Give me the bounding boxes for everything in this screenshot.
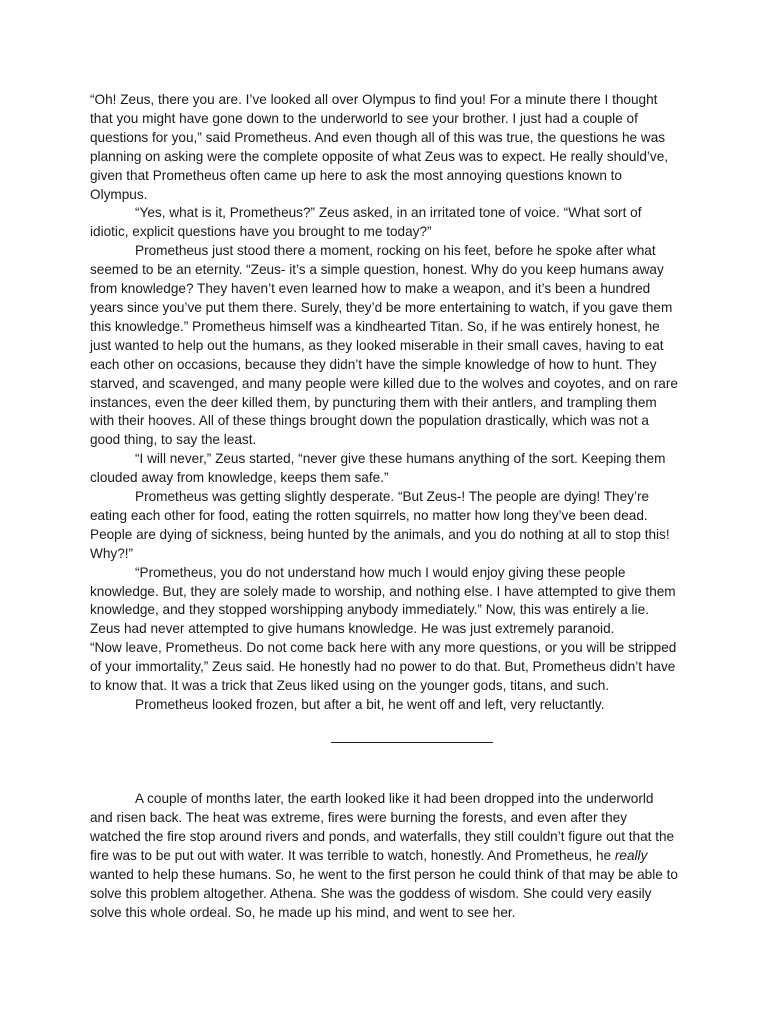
document-body [90, 91, 678, 923]
paragraph: “Prometheus, you do not understand how much I would enjoy giving these people knowledge. But, they are solely made to worship, and nothing else. I have attempted to give them knowledge, and they stopped worshipping anybody immediately.” Now, this was entirely a lie. Zeus had never attempted to give humans knowledge. He was just extremely paranoid. [90, 564, 676, 637]
paragraph [90, 790, 678, 922]
section-divider-line [331, 742, 493, 743]
blank-line [90, 772, 678, 791]
paragraph-text: wanted to help these humans. So, he went to the first person he could think of that may be able to solve this problem altogether. Athena. She was the goddess of wisdom. She could very easily solve this whole ordeal. So, he made up his mind, and went to see her. [90, 867, 678, 920]
emphasized-text: really [614, 848, 648, 864]
paragraph: Prometheus just stood there a moment, rocking on his feet, before he spoke after what seemed to be an eternity. “Zeus- it’s a simple question, honest. Why do you keep humans away from knowledge? They haven’t even learned how to make a weapon, and it’s been a hundred years since you’ve put them there. Surely, they’d be more entertaining to watch, if you gave them this knowledge.” Prometheus himself was a kindhearted Titan. So, if he was entirely honest, he just wanted to help out the humans, as they looked miserable in their small caves, having to eat each other on occasions, because they didn’t have the simple knowledge of how to hunt. They starved, and scavenged, and many people were killed due to the wolves and coyotes, and on rare instances, even the deer killed them, by puncturing them with their antlers, and trampling them with their hooves. All of these things brought down the population drastically, which was not a good thing, to say the least. [90, 243, 678, 448]
paragraph-text: A couple of months later, the earth looked like it had been dropped into the underworld and risen back. The heat was extreme, fires were burning the forests, and even after they watched the fire stop around rivers and ponds, and waterfalls, they still couldn’t figure out that the fire was to be put out with water. It was terrible to watch, honestly. And Prometheus, he [90, 791, 675, 864]
paragraph: “Now leave, Prometheus. Do not come back here with any more questions, or you will be stripped of your immortality,” Zeus said. He honestly had no power to do that. But, Prometheus didn’t have to know that. It was a trick that Zeus liked using on the younger gods, titans, and such. [90, 640, 677, 694]
section-break [90, 715, 678, 772]
paragraph: “Oh! Zeus, there you are. I’ve looked all over Olympus to find you! For a minute there I thought that you might have gone down to the underworld to see your brother. I just had a couple of questions for you,” said Prometheus. And even though all of this was true, the questions he was planning on asking were the complete opposite of what Zeus was to expect. He really should’ve, given that Prometheus often came up here to ask the most annoying questions known to Olympus. [90, 92, 669, 202]
paragraph: Prometheus looked frozen, but after a bit, he went off and left, very reluctantly. [135, 697, 605, 712]
paragraph: “Yes, what is it, Prometheus?” Zeus asked, in an irritated tone of voice. “What sort of idiotic, explicit questions have you brought to me today?” [90, 205, 642, 240]
paragraph: Prometheus was getting slightly desperate. “But Zeus-! The people are dying! They’re eating each other for food, eating the rotten squirrels, no matter how long they’ve been dead. People are dying of sickness, being hunted by the animals, and you do nothing at all to stop this! Why?!” [90, 489, 670, 561]
paragraph: “I will never,” Zeus started, “never give these humans anything of the sort. Keeping them clouded away from knowledge, keeps them safe.” [90, 451, 666, 486]
